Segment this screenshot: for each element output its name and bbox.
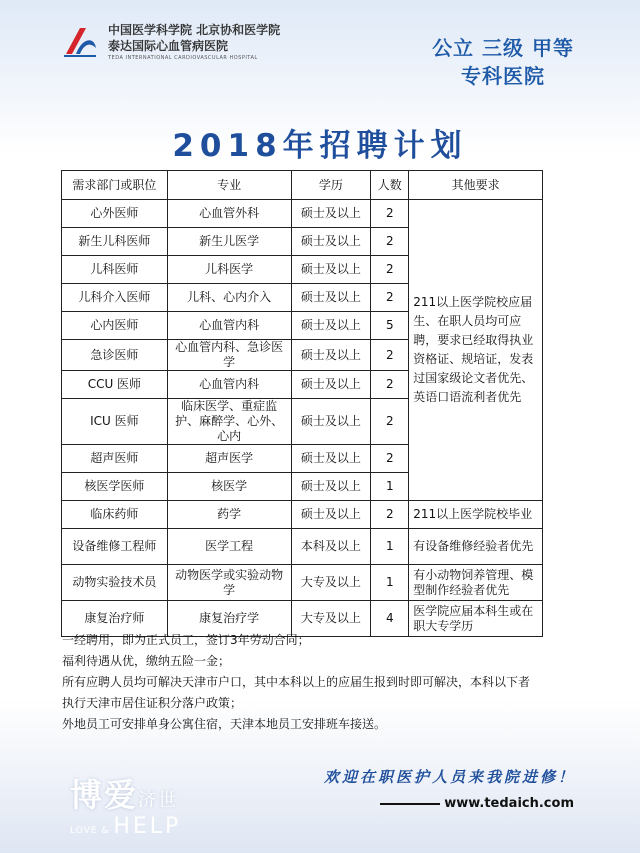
cell-education: 硕士及以上 [291, 200, 371, 228]
cell-position: 核医学医师 [62, 473, 168, 501]
cell-education: 硕士及以上 [291, 445, 371, 473]
cell-major: 核医学 [167, 473, 291, 501]
slogan-en-main: HELP [113, 814, 182, 839]
cell-count: 4 [371, 601, 409, 637]
cell-major: 新生儿医学 [167, 228, 291, 256]
cell-count: 1 [371, 473, 409, 501]
cell-education: 硕士及以上 [291, 473, 371, 501]
cell-count: 2 [371, 371, 409, 399]
cell-requirement: 有小动物饲养管理、模型制作经验者优先 [409, 565, 543, 601]
header-education: 学历 [291, 171, 371, 200]
website-url[interactable]: www.tedaich.com [444, 796, 574, 811]
cell-position: 儿科医师 [62, 256, 168, 284]
table-row [62, 200, 543, 228]
header [0, 0, 640, 100]
cell-position: 急诊医师 [62, 340, 168, 371]
cell-position: 临床药师 [62, 501, 168, 529]
note-line: 所有应聘人员均可解决天津市户口，其中本科以上的应届生报到时即可解决，本科以下者 [62, 675, 531, 689]
cell-education: 硕士及以上 [291, 284, 371, 312]
slogan-cn [70, 770, 181, 816]
cell-major: 心血管内科 [167, 371, 291, 399]
cell-major: 临床医学、重症监护、麻醉学、心外、心内 [167, 399, 291, 445]
cell-count: 5 [371, 312, 409, 340]
cell-count: 2 [371, 200, 409, 228]
note-line: 外地员工可安排单身公寓住宿，天津本地员工安排班车接送。 [62, 717, 387, 731]
slogan [70, 770, 181, 839]
cell-major: 康复治疗学 [167, 601, 291, 637]
cell-count: 1 [371, 565, 409, 601]
hospital-grade [432, 34, 574, 90]
cell-education: 硕士及以上 [291, 312, 371, 340]
note-line: 福利待遇从优，缴纳五险一金； [62, 654, 231, 668]
cell-position: 心内医师 [62, 312, 168, 340]
cell-count: 2 [371, 399, 409, 445]
note-line: 一经聘用，即为正式员工，签订3年劳动合同； [62, 633, 310, 647]
cell-shared-requirement: 211以上医学院校应届生、在职人员均可应聘，要求已经取得执业资格证、规培证，发表过国家级论文者优先、英语口语流利者优先 [409, 200, 543, 501]
grade-line-2: 专科医院 [461, 64, 546, 88]
cell-position: CCU 医师 [62, 371, 168, 399]
cell-major: 心血管内科、急诊医学 [167, 340, 291, 371]
cell-position: 康复治疗师 [62, 601, 168, 637]
cell-count: 2 [371, 228, 409, 256]
org-line-2: 泰达国际心血管病医院 [108, 39, 229, 53]
cell-requirement: 211以上医学院校毕业 [409, 501, 543, 529]
welcome-message: 欢迎在职医护人员来我院进修！ [323, 768, 576, 786]
table-row [62, 529, 543, 565]
cell-count: 2 [371, 340, 409, 371]
cell-position: 设备维修工程师 [62, 529, 168, 565]
header-position: 需求部门或职位 [62, 171, 168, 200]
cell-education: 硕士及以上 [291, 371, 371, 399]
table-row [62, 501, 543, 529]
org-line-3: TEDA INTERNATIONAL CARDIOVASCULAR HOSPITAL [108, 55, 258, 61]
cell-education: 大专及以上 [291, 565, 371, 601]
cell-position: 心外医师 [62, 200, 168, 228]
table-header-row [62, 171, 543, 200]
table-row [62, 565, 543, 601]
cell-major: 儿科、心内介入 [167, 284, 291, 312]
cell-education: 硕士及以上 [291, 256, 371, 284]
grade-line-1: 公立 三级 甲等 [432, 36, 574, 60]
cell-position: 动物实验技术员 [62, 565, 168, 601]
slogan-cn-sub: 济世 [138, 790, 179, 811]
header-count: 人数 [371, 171, 409, 200]
cell-major: 儿科医学 [167, 256, 291, 284]
cell-requirement: 医学院应届本科生或在职大专学历 [409, 601, 543, 637]
website [380, 796, 574, 811]
slogan-en-small: LOVE & [70, 826, 110, 836]
cell-major: 心血管外科 [167, 200, 291, 228]
recruitment-table [61, 170, 543, 637]
cell-education: 硕士及以上 [291, 399, 371, 445]
note-line: 执行天津市居住证积分落户政策； [62, 696, 243, 710]
cell-education: 硕士及以上 [291, 228, 371, 256]
slogan-cn-main: 博爱 [70, 776, 139, 814]
cell-count: 2 [371, 445, 409, 473]
header-requirement: 其他要求 [409, 171, 543, 200]
slogan-en [70, 814, 181, 839]
cell-position: ICU 医师 [62, 399, 168, 445]
cell-major: 心血管内科 [167, 312, 291, 340]
cell-major: 医学工程 [167, 529, 291, 565]
cell-position: 儿科介入医师 [62, 284, 168, 312]
hospital-logo-icon [60, 22, 100, 62]
cell-count: 2 [371, 284, 409, 312]
cell-count: 2 [371, 501, 409, 529]
cell-education: 大专及以上 [291, 601, 371, 637]
cell-major: 超声医学 [167, 445, 291, 473]
cell-position: 新生儿科医师 [62, 228, 168, 256]
cell-position: 超声医师 [62, 445, 168, 473]
cell-education: 本科及以上 [291, 529, 371, 565]
cell-education: 硕士及以上 [291, 340, 371, 371]
cell-education: 硕士及以上 [291, 501, 371, 529]
dash-divider [380, 803, 440, 805]
cell-major: 药学 [167, 501, 291, 529]
page-title: 2018年招聘计划 [172, 128, 468, 164]
org-line-1: 中国医学科学院 北京协和医学院 [108, 23, 281, 37]
cell-count: 2 [371, 256, 409, 284]
organization-name [108, 22, 280, 61]
notes [62, 630, 530, 735]
cell-count: 1 [371, 529, 409, 565]
cell-major: 动物医学或实验动物学 [167, 565, 291, 601]
cell-requirement: 有设备维修经验者优先 [409, 529, 543, 565]
header-major: 专业 [167, 171, 291, 200]
